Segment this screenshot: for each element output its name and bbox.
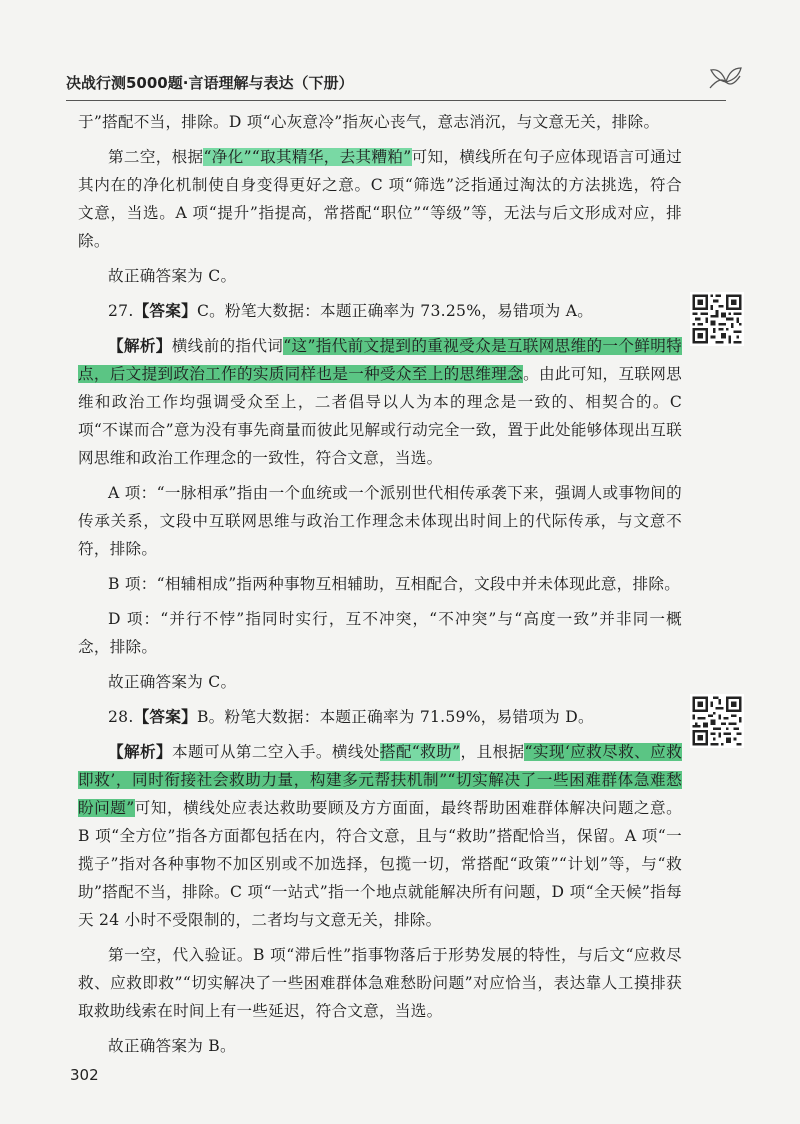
paragraph <box>78 143 682 255</box>
paragraph-text: A 项：“一脉相承”指由一个血统或一个派别世代相传承袭下来，强调人或事物间的传承关系，文段中互联网思维与政治工作理念未体现出时间上的代际传承，与文意不符，排除。 <box>78 484 682 558</box>
sprout-icon <box>706 62 746 92</box>
analysis-tag: 【解析】 <box>108 742 172 761</box>
paragraph-text: B。粉笔大数据：本题正确率为 71.59%，易错项为 D。 <box>196 708 594 726</box>
paragraph <box>78 108 682 136</box>
paragraph <box>78 479 682 563</box>
question-answer-27 <box>78 297 682 325</box>
paragraph-text: 于”搭配不当，排除。D 项“心灰意冷”指灰心丧气，意志消沉，与文意无关，排除。 <box>78 113 660 131</box>
paragraph-text: 横线前的指代词 <box>171 337 284 355</box>
answer-tag: 【答案】 <box>133 301 197 320</box>
qr-code-icon[interactable] <box>690 694 744 748</box>
highlighted-text: “实现‘应救尽救、应救即救’，同时衔接社会救助力量，构建多元帮扶机制”“切实解决了一些困难群体急难愁盼问题” <box>78 743 682 817</box>
paragraph <box>78 570 682 598</box>
answer-tag: 【答案】 <box>133 707 197 726</box>
analysis-tag: 【解析】 <box>108 336 172 355</box>
question-number: 28. <box>108 708 134 726</box>
paragraph-text: B 项：“相辅相成”指两种事物互相辅助，互相配合，文段中并未体现此意，排除。 <box>108 575 681 593</box>
header-rule <box>66 100 726 101</box>
paragraph-text: 可知，横线处应表达救助要顾及方方面面，最终帮助困难群体解决问题之意。B 项“全方位”指各方面都包括在内，符合文意，且与“救助”搭配恰当，保留。A 项“一揽子”指对各种事物不加区别或不加选择，包揽一切，常搭配“政策”“计划”等，与“救助”搭配不当，排除。C 项“一站式”指一个地点就能解决所有问题，D 项“全天候”指每天 24 小时不受限制的，二者均与文意无关，排除。 <box>78 799 682 929</box>
highlighted-text: “这”指代前文提到的重视受众是互联网思维的一个鲜明特点，后文提到政治工作的实质同样也是一种受众至上的思维理念 <box>78 337 682 383</box>
paragraph-text: 故正确答案为 C。 <box>108 267 237 285</box>
paragraph-text: 第一空，代入验证。B 项“滞后性”指事物落后于形势发展的特性，与后文“应救尽救、应救即救”“切实解决了一些困难群体急难愁盼问题”对应恰当，表达靠人工摸排获取救助线索在时间上有一些延迟，符合文意，当选。 <box>78 946 682 1020</box>
running-header <box>66 60 756 100</box>
question-answer-28 <box>78 703 682 731</box>
page-body <box>78 108 682 1067</box>
answer-line <box>78 668 682 696</box>
analysis-28 <box>78 738 682 934</box>
paragraph-text: C。粉笔大数据：本题正确率为 73.25%，易错项为 A。 <box>196 302 594 320</box>
highlighted-text: “净化”“取其精华，去其糟粕” <box>203 148 412 166</box>
paragraph-text: ，且根据 <box>460 743 525 761</box>
paragraph-text: 本题可从第二空入手。横线处 <box>171 743 380 761</box>
analysis-27 <box>78 332 682 472</box>
question-number: 27. <box>108 302 134 320</box>
answer-line <box>78 1032 682 1060</box>
highlighted-text: 搭配“救助” <box>379 743 461 761</box>
paragraph-text: 可知，横线所在句子应体现语言可通过其内在的净化机制使自身变得更好之意。C 项“筛选”泛指通过淘汰的方法挑选，符合文意，当选。A 项“提升”指提高，常搭配“职位”“等级”等，无法与后文形成对应，排除。 <box>78 148 682 250</box>
paragraph <box>78 941 682 1025</box>
qr-code-icon[interactable] <box>690 292 744 346</box>
paragraph-text: 故正确答案为 B。 <box>108 1037 236 1055</box>
answer-line <box>78 262 682 290</box>
paragraph-text: 故正确答案为 C。 <box>108 673 237 691</box>
paragraph <box>78 605 682 661</box>
paragraph-text: 。由此可知，互联网思维和政治工作均强调受众至上，二者倡导以人为本的理念是一致的、相契合的。C 项“不谋而合”意为没有事先商量而彼此见解或行动完全一致，置于此处能够体现出互联网思维和政治工作理念的一致性，符合文意，当选。 <box>78 365 682 467</box>
paragraph-text: D 项：“并行不悖”指同时实行，互不冲突，“不冲突”与“高度一致”并非同一概念，排除。 <box>78 610 682 656</box>
page-number: 302 <box>70 1066 99 1084</box>
paragraph-text: 第二空，根据 <box>108 148 204 166</box>
header-title: 决战行测5000题·言语理解与表达（下册） <box>66 74 354 92</box>
